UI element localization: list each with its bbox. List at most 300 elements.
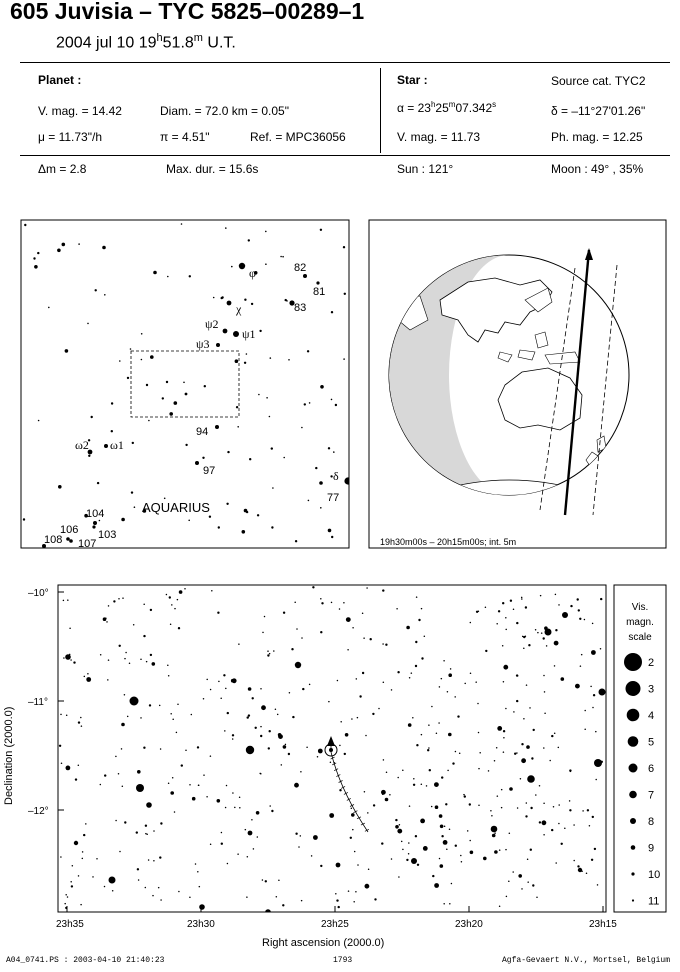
finder-star: [344, 477, 351, 484]
field-star: [265, 909, 271, 915]
scale-dot: [630, 818, 636, 824]
finder-star: [33, 257, 35, 259]
field-star: [469, 840, 471, 842]
field-star: [523, 718, 525, 720]
scale-title-line: scale: [628, 632, 652, 643]
planet-parallax: π = 4.51": [160, 130, 210, 144]
field-star: [203, 774, 205, 776]
label-106: 106: [60, 524, 79, 536]
field-star: [362, 672, 364, 674]
field-star: [119, 645, 121, 647]
field-star: [174, 811, 176, 813]
field-star: [178, 627, 180, 629]
ytick-label: –10°: [28, 588, 49, 599]
field-star: [239, 807, 241, 809]
field-star: [356, 678, 358, 680]
finder-star: [307, 350, 309, 352]
field-star: [75, 778, 77, 780]
field-star: [159, 705, 161, 707]
field-star: [248, 687, 252, 691]
field-star: [436, 732, 438, 734]
planet-heading: Planet :: [38, 73, 82, 87]
field-star: [255, 727, 257, 729]
xtick-label: 23h25: [321, 919, 349, 930]
field-star: [192, 797, 196, 801]
field-star: [246, 896, 248, 898]
field-star: [82, 851, 84, 853]
field-star: [417, 864, 419, 866]
finder-star: [272, 487, 274, 489]
field-star: [350, 837, 352, 839]
delta-magnitude: Δm = 2.8: [38, 162, 87, 176]
field-star: [542, 820, 547, 825]
field-star: [104, 774, 106, 776]
finder-star: [331, 536, 333, 538]
field-star: [415, 641, 417, 643]
field-star: [206, 679, 208, 681]
moon-info: Moon : 49° , 35%: [551, 162, 644, 176]
field-star: [461, 861, 463, 863]
field-star: [531, 757, 533, 759]
field-star: [450, 668, 452, 670]
max-duration: Max. dur. = 15.6s: [166, 162, 259, 176]
field-star: [347, 649, 349, 651]
finder-star: [121, 518, 125, 522]
finder-star: [335, 404, 337, 406]
finder-star: [141, 359, 143, 361]
field-star: [541, 632, 543, 634]
finder-star: [58, 485, 62, 489]
finder-star: [231, 266, 233, 268]
finder-star: [181, 223, 183, 225]
field-star: [510, 600, 512, 602]
field-star: [277, 714, 279, 716]
label-81: 81: [313, 286, 326, 298]
field-star: [551, 829, 553, 831]
field-star: [581, 871, 583, 873]
field-star: [320, 865, 322, 867]
field-star: [527, 775, 535, 783]
field-star: [146, 802, 152, 808]
finder-star: [104, 294, 106, 296]
field-star: [411, 672, 413, 674]
field-star: [503, 751, 505, 753]
finder-star: [218, 526, 220, 528]
field-star: [464, 795, 466, 797]
field-star: [113, 600, 115, 602]
field-star: [168, 675, 170, 677]
field-star: [595, 731, 597, 733]
field-star: [168, 783, 170, 785]
field-star: [365, 735, 367, 737]
xtick-label: 23h35: [56, 919, 84, 930]
field-star: [535, 794, 537, 796]
field-star: [544, 691, 546, 693]
field-star: [429, 769, 431, 771]
field-star: [245, 829, 247, 831]
finder-star: [225, 227, 227, 229]
field-star: [292, 716, 294, 718]
field-star: [418, 619, 420, 621]
field-star: [532, 884, 534, 886]
field-star: [351, 718, 353, 720]
field-star: [221, 832, 223, 834]
finder-star: [57, 249, 61, 253]
field-star: [82, 858, 84, 860]
field-star: [554, 733, 556, 735]
field-star: [413, 778, 415, 780]
field-star: [397, 829, 402, 834]
field-star: [447, 691, 449, 693]
finder-star: [271, 447, 273, 449]
finder-star: [246, 511, 248, 513]
field-star: [383, 759, 385, 761]
field-star: [441, 776, 443, 778]
field-star: [536, 897, 538, 899]
field-star: [73, 661, 75, 663]
field-star: [78, 875, 80, 877]
field-star: [584, 728, 586, 730]
field-star: [546, 645, 548, 647]
finder-star: [88, 455, 90, 457]
field-star: [441, 678, 443, 680]
field-star: [569, 809, 571, 811]
field-star: [451, 883, 453, 885]
finder-star: [162, 397, 164, 399]
field-star: [335, 893, 337, 895]
field-star: [589, 825, 591, 827]
finder-star: [258, 394, 260, 396]
field-star: [108, 605, 110, 607]
field-star: [121, 723, 125, 727]
field-star: [220, 698, 222, 700]
field-star: [108, 659, 110, 661]
finder-star: [91, 416, 93, 418]
finder-star: [167, 276, 169, 278]
field-star: [432, 875, 434, 877]
field-star: [478, 768, 480, 770]
field-star: [383, 681, 385, 683]
field-star: [67, 896, 69, 898]
field-star: [153, 860, 155, 862]
field-star: [271, 810, 273, 812]
field-star: [232, 792, 234, 794]
field-star: [218, 681, 220, 683]
finder-star: [130, 348, 132, 350]
field-star: [408, 842, 410, 844]
field-star: [217, 799, 221, 803]
field-star: [367, 812, 369, 814]
field-star: [197, 871, 199, 873]
finder-star: [319, 481, 323, 485]
field-star: [301, 637, 303, 639]
finder-star: [185, 393, 188, 396]
finder-star: [146, 384, 148, 386]
xtick-label: 23h30: [187, 919, 215, 930]
footer-credit: Agfa-Gevaert N.V., Mortsel, Belgium: [502, 956, 671, 965]
field-star: [262, 632, 264, 634]
field-star: [421, 784, 423, 786]
field-star: [561, 843, 563, 845]
field-star: [169, 596, 171, 598]
field-star: [176, 732, 178, 734]
field-star: [354, 851, 356, 853]
field-star: [70, 659, 72, 661]
field-star: [584, 619, 586, 621]
field-star: [501, 807, 503, 809]
field-star: [518, 874, 522, 878]
field-star: [415, 835, 417, 837]
field-star: [378, 708, 380, 710]
label-103: 103: [98, 529, 117, 541]
magnitude-scale: [614, 585, 666, 912]
field-star: [578, 609, 580, 611]
star-declination: δ = –11°27'01.26": [551, 104, 646, 118]
label-107: 107: [78, 538, 97, 550]
field-star: [87, 673, 89, 675]
finder-star: [209, 516, 211, 518]
field-star: [86, 677, 91, 682]
field-star: [521, 888, 523, 890]
field-star: [189, 784, 191, 786]
field-star: [282, 904, 284, 906]
field-star: [521, 597, 523, 599]
finder-star: [270, 357, 272, 359]
field-star: [238, 643, 240, 645]
field-star: [172, 718, 174, 720]
finder-star: [169, 412, 173, 416]
field-star: [485, 606, 487, 608]
scale-dot: [626, 681, 641, 696]
field-star: [184, 588, 186, 590]
field-star: [435, 805, 439, 809]
field-star: [92, 876, 94, 878]
field-star: [351, 813, 355, 817]
field-star: [499, 905, 501, 907]
finder-star: [244, 362, 246, 364]
field-star: [455, 751, 457, 753]
finder-star: [87, 323, 89, 325]
field-star: [452, 762, 454, 764]
finder-star: [226, 503, 228, 505]
finder-star: [271, 526, 273, 528]
field-star: [170, 713, 172, 715]
field-star: [488, 770, 490, 772]
field-star: [529, 707, 531, 709]
field-star: [178, 891, 180, 893]
finder-star: [237, 426, 239, 428]
scale-label: 10: [648, 869, 661, 881]
field-star: [408, 853, 410, 855]
scale-dot: [631, 872, 634, 875]
field-star: [421, 657, 423, 659]
field-star: [74, 841, 78, 845]
field-star: [528, 644, 530, 646]
field-star: [136, 784, 144, 792]
ytick-label: –11°: [28, 697, 48, 708]
field-star: [460, 855, 462, 857]
finder-star: [48, 307, 50, 309]
field-star: [269, 653, 271, 655]
field-star: [159, 856, 161, 858]
field-star: [338, 906, 340, 908]
field-star: [449, 829, 451, 831]
field-star: [467, 830, 469, 832]
finder-star: [343, 358, 345, 360]
field-star: [497, 795, 499, 797]
field-star: [177, 703, 179, 705]
field-star: [179, 590, 183, 594]
field-star: [382, 643, 384, 645]
field-star: [527, 858, 529, 860]
field-star: [237, 853, 239, 855]
scale-label: 3: [648, 683, 655, 696]
field-star: [398, 876, 400, 878]
finder-star: [223, 329, 228, 334]
field-star: [590, 686, 592, 688]
field-star: [275, 709, 277, 711]
finder-star: [331, 399, 333, 401]
field-star: [223, 674, 225, 676]
field-star: [366, 587, 368, 589]
scale-label: 8: [648, 816, 655, 828]
finder-star: [95, 289, 97, 291]
field-star: [278, 734, 283, 739]
field-star: [174, 608, 176, 610]
finder-star: [93, 521, 97, 525]
finder-star: [195, 461, 199, 465]
field-star: [84, 676, 86, 678]
field-star: [339, 608, 341, 610]
field-star: [439, 814, 443, 818]
finder-star: [97, 482, 99, 484]
label-97: 97: [203, 465, 216, 477]
finder-star: [308, 500, 310, 502]
field-star: [443, 660, 445, 662]
finder-star: [227, 451, 229, 453]
field-star: [247, 856, 249, 858]
field-star: [302, 688, 304, 690]
field-star: [150, 609, 152, 611]
field-star: [198, 784, 200, 786]
field-star: [421, 608, 423, 610]
finder-star: [242, 530, 246, 534]
y-axis-title: Declination (2000.0): [3, 706, 15, 805]
field-star: [112, 890, 114, 892]
field-star: [449, 903, 451, 905]
field-star: [281, 764, 283, 766]
field-star: [170, 624, 172, 626]
field-star: [256, 811, 260, 815]
finder-star: [119, 360, 121, 362]
field-star: [251, 819, 253, 821]
field-star: [227, 863, 229, 865]
field-star: [80, 904, 82, 906]
field-star: [80, 717, 82, 719]
field-star: [118, 598, 120, 600]
field-star: [517, 675, 519, 677]
field-star: [416, 744, 418, 746]
field-star: [149, 704, 151, 706]
label-chi: χ: [236, 302, 242, 316]
field-star: [600, 598, 602, 600]
field-star: [441, 835, 443, 837]
field-star: [485, 650, 487, 652]
field-star: [224, 730, 226, 732]
field-star: [448, 733, 452, 737]
field-star: [352, 829, 354, 831]
field-star: [505, 708, 507, 710]
field-star: [136, 831, 138, 833]
field-star: [509, 787, 513, 791]
field-star: [447, 770, 449, 772]
label-psi1: ψ1: [242, 327, 256, 341]
field-star: [221, 843, 223, 845]
field-star: [160, 899, 162, 901]
star-source-catalog: Source cat. TYC2: [551, 74, 646, 88]
field-star: [503, 737, 505, 739]
field-star: [105, 617, 107, 619]
field-star: [295, 662, 301, 668]
field-star: [143, 747, 145, 749]
field-star: [81, 725, 83, 727]
field-star: [457, 715, 459, 717]
field-star: [503, 681, 505, 683]
field-star: [570, 771, 572, 773]
field-star: [71, 885, 73, 887]
field-star: [475, 681, 477, 683]
field-star: [295, 833, 297, 835]
field-star: [543, 637, 545, 639]
finder-star: [295, 540, 297, 542]
label-phi: φ: [249, 266, 256, 280]
field-star: [415, 665, 417, 667]
field-star: [60, 856, 62, 858]
field-star: [119, 851, 121, 853]
field-star: [492, 834, 496, 838]
field-star: [420, 819, 425, 824]
field-star: [118, 773, 120, 775]
star-phmag: Ph. mag. = 12.25: [551, 130, 643, 144]
finder-star: [280, 256, 282, 258]
field-star: [497, 726, 502, 731]
field-star: [146, 833, 148, 835]
field-star: [197, 746, 199, 748]
field-star: [170, 791, 174, 795]
finder-star: [283, 457, 285, 459]
field-star: [582, 810, 584, 812]
field-star: [298, 846, 300, 848]
finder-star: [265, 231, 267, 233]
field-star: [296, 628, 298, 630]
field-star: [592, 623, 594, 625]
field-star: [66, 714, 68, 716]
finder-star: [164, 498, 166, 500]
field-star: [554, 665, 556, 667]
field-star: [479, 752, 481, 754]
field-star: [470, 672, 472, 674]
field-star: [203, 698, 205, 700]
detail-chart: [3, 585, 617, 949]
x-axis-title: Right ascension (2000.0): [262, 937, 385, 949]
finder-star: [104, 444, 108, 448]
finder-star: [38, 420, 40, 422]
finder-star: [343, 246, 345, 248]
scale-label: 9: [648, 842, 655, 855]
finder-star: [111, 430, 113, 432]
field-star: [145, 887, 147, 889]
field-star: [575, 684, 580, 689]
